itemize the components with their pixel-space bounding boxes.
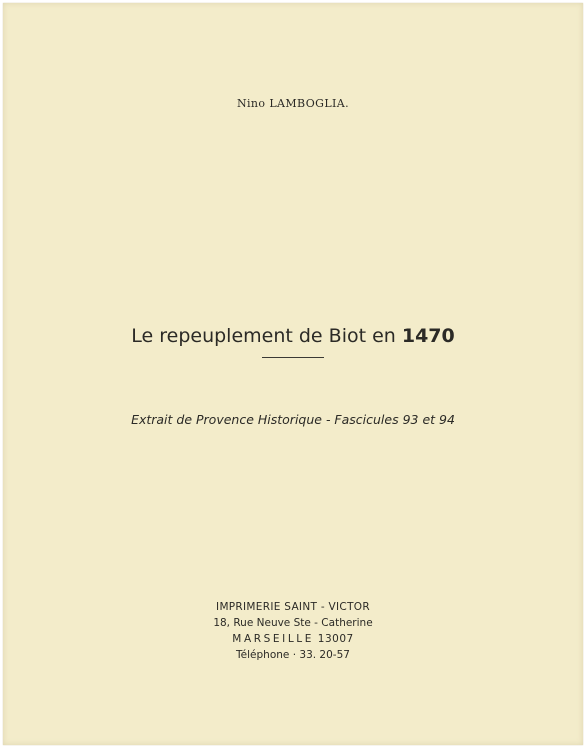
printer-city: MARSEILLE — [232, 633, 314, 645]
imprint-block — [3, 599, 583, 663]
subtitle: Extrait de Provence Historique - Fascicules 93 et 94 — [131, 412, 455, 427]
title-divider — [262, 357, 324, 358]
printer-postcode: 13007 — [317, 633, 354, 645]
printer-name: IMPRIMERIE SAINT - VICTOR — [216, 601, 370, 613]
document-title — [3, 325, 583, 347]
printer-city-line — [3, 631, 583, 647]
printer-street: 18, Rue Neuve Ste - Catherine — [213, 617, 373, 629]
title-text: Le repeuplement de Biot en — [131, 325, 396, 347]
printer-phone: Téléphone · 33. 20-57 — [236, 649, 350, 661]
author-name: Nino LAMBOGLIA. — [236, 97, 350, 110]
title-year: 1470 — [401, 325, 455, 347]
document-page — [3, 3, 583, 745]
